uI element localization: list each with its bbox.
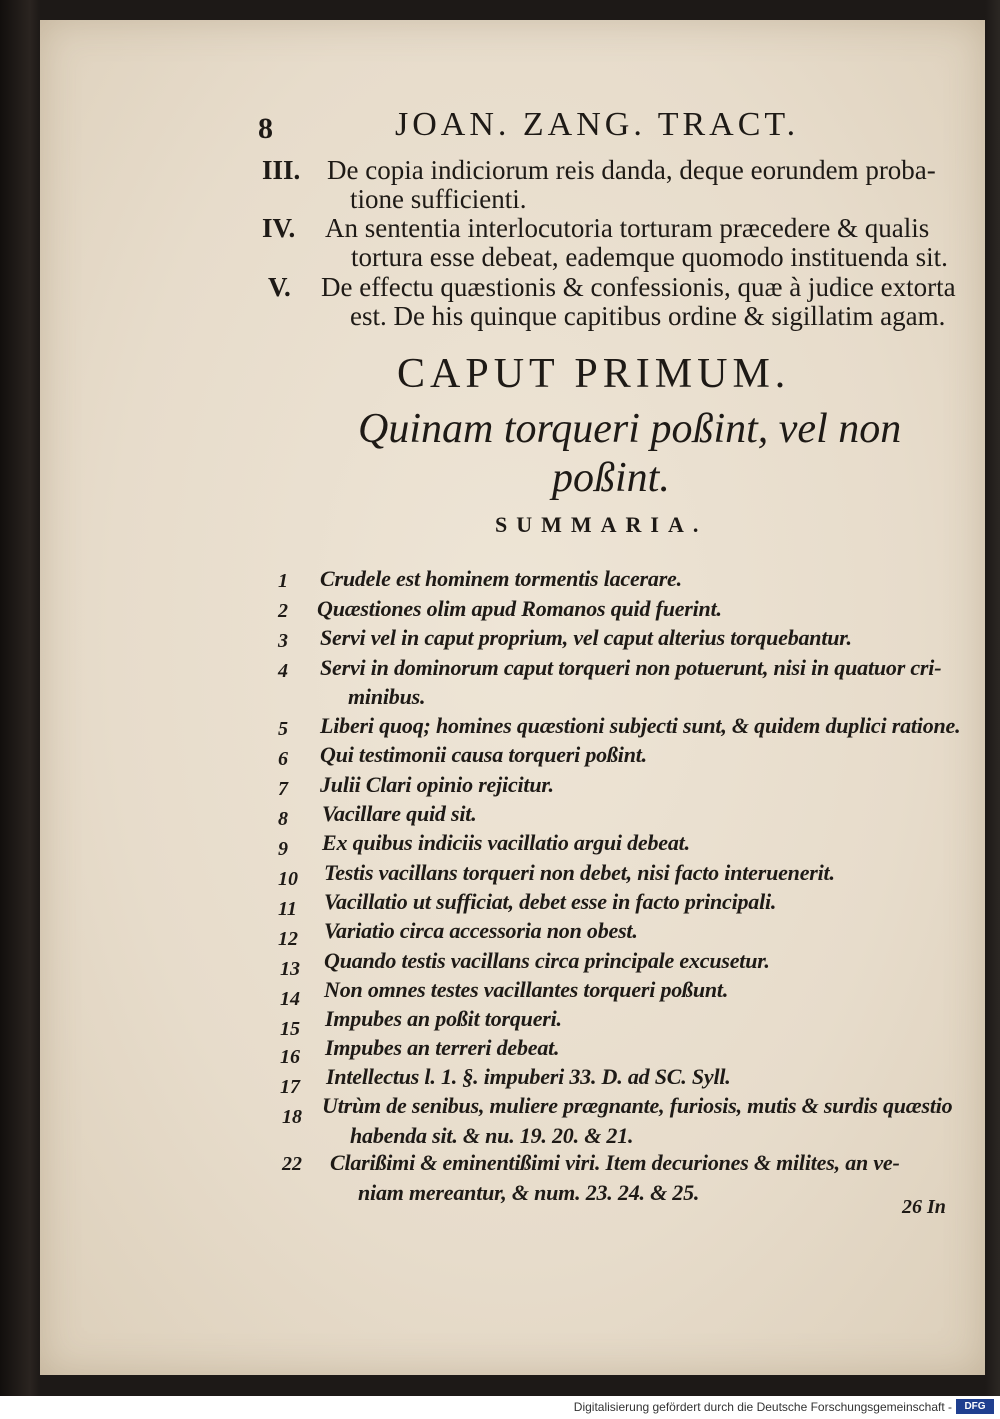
summary-item: Vacillare quid sit. <box>322 801 477 826</box>
summary-item: Testis vacillans torqueri non debet, nisi facto interuenerit. <box>324 860 835 885</box>
summary-item: Variatio circa accessoria non obest. <box>324 918 638 943</box>
chapter-line: De copia indiciorum reis danda, deque eorundem proba- <box>327 155 936 185</box>
summary-number: 2 <box>278 600 288 622</box>
summary-number: 6 <box>278 748 288 770</box>
summary-item: Utrùm de senibus, muliere prægnante, furiosis, mutis & surdis quæstio <box>322 1093 953 1118</box>
summary-number: 13 <box>280 958 300 980</box>
chapter-line: tortura esse debeat, eademque quomodo instituenda sit. <box>351 242 948 272</box>
dfg-logo: DFG <box>956 1399 994 1414</box>
summary-number: 22 <box>282 1153 302 1175</box>
summary-number: 15 <box>280 1018 300 1040</box>
chapter-line: est. De his quinque capitibus ordine & sigillatim agam. <box>350 301 946 331</box>
summary-item: Servi vel in caput proprium, vel caput alterius torquebantur. <box>320 625 852 650</box>
summaria-heading: SUMMARIA. <box>495 512 708 537</box>
summary-item: Julii Clari opinio rejicitur. <box>320 772 554 797</box>
summary-item: Non omnes testes vacillantes torqueri poßunt. <box>324 977 729 1002</box>
summary-item: Servi in dominorum caput torqueri non potuerunt, nisi in quatuor cri- <box>320 655 942 680</box>
summary-item: Impubes an poßit torqueri. <box>325 1006 562 1031</box>
chapter-subtitle: poßint. <box>552 455 670 501</box>
summary-number: 9 <box>278 838 288 860</box>
summary-number: 7 <box>278 778 288 800</box>
summary-number: 17 <box>280 1076 300 1098</box>
chapter-numeral: IV. <box>262 213 296 243</box>
chapter-numeral: III. <box>262 155 301 185</box>
summary-number: 10 <box>278 868 298 890</box>
book-page <box>40 20 985 1375</box>
summary-item: Liberi quoq; homines quæstioni subjecti sunt, & quidem duplici ratione. <box>320 713 961 738</box>
summary-item: Crudele est hominem tormentis lacerare. <box>320 566 682 591</box>
chapter-heading: CAPUT PRIMUM. <box>397 351 791 397</box>
chapter-line: An sententia interlocutoria torturam præcedere & qualis <box>325 213 930 243</box>
summary-number: 11 <box>278 898 297 920</box>
catchword: 26 In <box>902 1196 946 1218</box>
footer-credit-text: Digitalisierung gefördert durch die Deutsche Forschungsgemeinschaft - <box>573 1400 952 1414</box>
chapter-line: De effectu quæstionis & confessionis, quæ à judice extorta <box>321 272 956 302</box>
summary-number: 1 <box>278 570 288 592</box>
summary-item: Impubes an terreri debeat. <box>325 1035 560 1060</box>
summary-item: Ex quibus indiciis vacillatio argui debeat. <box>322 830 690 855</box>
summary-item: Qui testimonii causa torqueri poßint. <box>320 742 647 767</box>
chapter-line: tione sufficienti. <box>350 184 527 214</box>
page-number: 8 <box>258 112 273 145</box>
summary-item-continued: niam mereantur, & num. 23. 24. & 25. <box>358 1180 700 1205</box>
summary-item: Intellectus l. 1. §. impuberi 33. D. ad SC. Syll. <box>326 1064 731 1089</box>
digitization-footer <box>0 1396 1000 1419</box>
chapter-subtitle: Quinam torqueri poßint, vel non <box>358 406 902 452</box>
running-title: JOAN. ZANG. TRACT. <box>395 106 800 143</box>
summary-item: Clarißimi & eminentißimi viri. Item decuriones & milites, an ve- <box>330 1150 900 1175</box>
summary-number: 4 <box>278 660 288 682</box>
chapter-numeral: V. <box>268 272 291 302</box>
summary-item-continued: minibus. <box>348 684 426 709</box>
summary-number: 12 <box>278 928 298 950</box>
summary-number: 16 <box>280 1046 300 1068</box>
summary-item-continued: habenda sit. & nu. 19. 20. & 21. <box>350 1123 634 1148</box>
summary-item: Vacillatio ut sufficiat, debet esse in facto principali. <box>324 889 777 914</box>
summary-number: 14 <box>280 988 300 1010</box>
summary-number: 5 <box>278 718 288 740</box>
summary-item: Quando testis vacillans circa principale excusetur. <box>324 948 770 973</box>
summary-number: 8 <box>278 808 288 830</box>
summary-number: 18 <box>282 1106 302 1128</box>
summary-number: 3 <box>278 630 288 652</box>
summary-item: Quæstiones olim apud Romanos quid fuerint. <box>317 596 722 621</box>
